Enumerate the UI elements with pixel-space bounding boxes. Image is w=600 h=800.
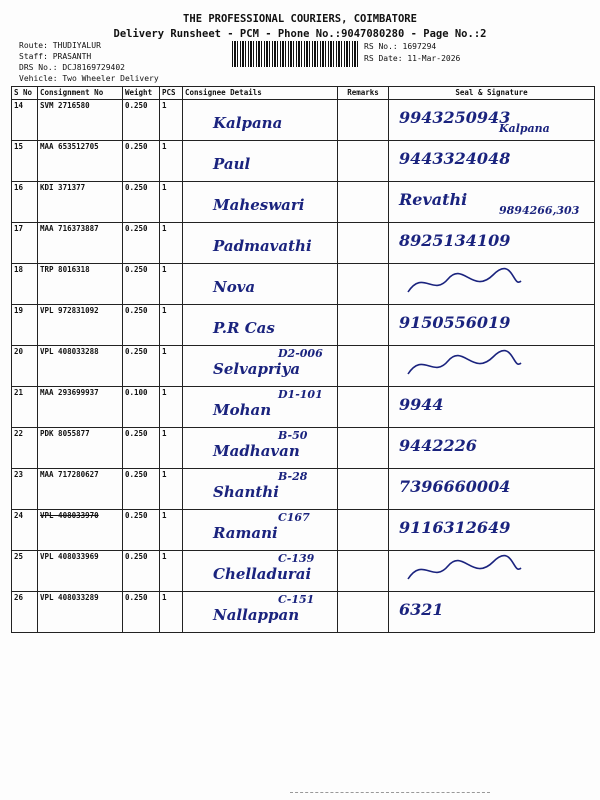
row-signature-cell (389, 387, 595, 428)
row-sno: 18 (12, 264, 38, 305)
col-consignee: Consignee Details (183, 87, 338, 100)
consignee-handwriting: Maheswari (213, 196, 305, 214)
row-consignee-cell (183, 551, 338, 592)
row-consignee-cell (183, 264, 338, 305)
row-sno: 24 (12, 510, 38, 551)
table-row (12, 387, 595, 428)
row-consignment: VPL 408033289 (38, 592, 123, 633)
row-sno: 21 (12, 387, 38, 428)
consignee-note: D2-006 (278, 347, 323, 360)
row-consignee-cell (183, 510, 338, 551)
row-pcs: 1 (160, 305, 183, 346)
row-remarks (338, 264, 389, 305)
row-consignee-cell (183, 100, 338, 141)
row-consignee-cell (183, 141, 338, 182)
row-weight: 0.250 (123, 551, 160, 592)
row-sno: 22 (12, 428, 38, 469)
row-consignee-cell (183, 469, 338, 510)
row-consignee-cell (183, 182, 338, 223)
row-consignment: PDK 8055877 (38, 428, 123, 469)
signature-scribble (403, 349, 523, 383)
row-pcs: 1 (160, 428, 183, 469)
row-pcs: 1 (160, 551, 183, 592)
consignee-handwriting: Kalpana (213, 114, 283, 132)
row-consignment: SVM 2716580 (38, 100, 123, 141)
row-remarks (338, 223, 389, 264)
consignee-handwriting: Shanthi (213, 483, 279, 501)
row-remarks (338, 100, 389, 141)
row-remarks (338, 510, 389, 551)
consignee-handwriting: Nallappan (213, 606, 300, 624)
row-remarks (338, 305, 389, 346)
row-weight: 0.250 (123, 100, 160, 141)
signature-handwriting: 9442226 (399, 436, 477, 455)
table-row (12, 141, 595, 182)
row-sno: 17 (12, 223, 38, 264)
row-signature-cell (389, 141, 595, 182)
row-pcs: 1 (160, 510, 183, 551)
row-pcs: 1 (160, 141, 183, 182)
row-consignee-cell (183, 592, 338, 633)
table-row (12, 551, 595, 592)
row-signature-cell (389, 592, 595, 633)
row-signature-cell (389, 223, 595, 264)
consignee-note: C167 (278, 511, 310, 524)
row-remarks (338, 428, 389, 469)
table-row (12, 469, 595, 510)
row-signature-cell (389, 305, 595, 346)
consignee-handwriting: Chelladurai (213, 565, 312, 583)
row-remarks (338, 469, 389, 510)
consignee-note: C-151 (278, 593, 315, 606)
signature-handwriting: 6321 (399, 600, 444, 619)
vehicle-label: Vehicle: Two Wheeler Delivery (19, 74, 159, 83)
consignee-handwriting: Madhavan (213, 442, 300, 460)
signature-handwriting: 9116312649 (399, 518, 511, 537)
row-consignment: VPL 408033970 (38, 510, 123, 551)
row-remarks (338, 182, 389, 223)
table-row (12, 182, 595, 223)
signature-handwriting: 7396660004 (399, 477, 511, 496)
barcode (232, 41, 360, 67)
row-signature-cell (389, 346, 595, 387)
consignee-handwriting: Nova (213, 278, 256, 296)
row-signature-cell (389, 264, 595, 305)
row-pcs: 1 (160, 592, 183, 633)
consignee-handwriting: Selvapriya (213, 360, 301, 378)
row-consignment: VPL 408033969 (38, 551, 123, 592)
row-remarks (338, 592, 389, 633)
row-signature-cell (389, 182, 595, 223)
consignee-note: B-50 (278, 429, 308, 442)
row-sno: 26 (12, 592, 38, 633)
consignee-handwriting: Paul (213, 155, 251, 173)
row-consignment: MAA 293699937 (38, 387, 123, 428)
row-consignee-cell (183, 387, 338, 428)
row-signature-cell (389, 428, 595, 469)
table-row (12, 510, 595, 551)
consignee-handwriting: P.R Cas (213, 319, 275, 337)
row-weight: 0.250 (123, 346, 160, 387)
runsheet-table (11, 86, 595, 633)
signature-handwriting: Revathi (399, 190, 468, 209)
route-label: Route: THUDIYALUR (19, 41, 101, 50)
row-remarks (338, 387, 389, 428)
row-consignee-cell (183, 305, 338, 346)
row-weight: 0.250 (123, 469, 160, 510)
signature-handwriting: 9943250943 (399, 108, 511, 127)
row-weight: 0.250 (123, 510, 160, 551)
row-consignee-cell (183, 346, 338, 387)
signature-handwriting: 8925134109 (399, 231, 511, 250)
col-remarks: Remarks (338, 87, 389, 100)
table-row (12, 346, 595, 387)
row-weight: 0.250 (123, 141, 160, 182)
consignee-note: B-28 (278, 470, 308, 483)
row-consignment: MAA 653512705 (38, 141, 123, 182)
drs-label: DRS No.: DCJ8169729402 (19, 63, 125, 72)
signature-scribble (403, 267, 523, 301)
row-signature-cell (389, 510, 595, 551)
row-consignee-cell (183, 223, 338, 264)
row-weight: 0.250 (123, 592, 160, 633)
row-consignment: MAA 717280627 (38, 469, 123, 510)
row-consignment: TRP 8016318 (38, 264, 123, 305)
row-sno: 14 (12, 100, 38, 141)
col-signature: Seal & Signature (389, 87, 595, 100)
row-sno: 19 (12, 305, 38, 346)
row-signature-cell (389, 551, 595, 592)
col-consignment: Consignment No (38, 87, 123, 100)
table-header (12, 87, 595, 100)
row-pcs: 1 (160, 387, 183, 428)
row-signature-cell (389, 469, 595, 510)
consignee-handwriting: Ramani (213, 524, 278, 542)
table-row (12, 592, 595, 633)
table-row (12, 223, 595, 264)
signature-scribble (403, 554, 523, 588)
company-title: THE PROFESSIONAL COURIERS, COIMBATORE (183, 13, 417, 25)
row-pcs: 1 (160, 469, 183, 510)
row-sno: 25 (12, 551, 38, 592)
row-consignment: KDI 371377 (38, 182, 123, 223)
row-weight: 0.250 (123, 182, 160, 223)
table-row (12, 100, 595, 141)
row-pcs: 1 (160, 346, 183, 387)
table-row (12, 264, 595, 305)
row-sno: 20 (12, 346, 38, 387)
rs-number: RS No.: 1697294 (364, 42, 437, 51)
table-row (12, 428, 595, 469)
consignee-handwriting: Padmavathi (213, 237, 312, 255)
signature-extra-note: 9894266,303 (499, 204, 580, 217)
consignee-note: D1-101 (278, 388, 323, 401)
col-sno: S No (12, 87, 38, 100)
row-pcs: 1 (160, 264, 183, 305)
signature-handwriting: 9944 (399, 395, 444, 414)
row-weight: 0.250 (123, 428, 160, 469)
runsheet-subtitle: Delivery Runsheet - PCM - Phone No.:9047080280 - Page No.:2 (113, 28, 487, 40)
row-sno: 15 (12, 141, 38, 182)
row-pcs: 1 (160, 182, 183, 223)
rs-date: RS Date: 11-Mar-2026 (364, 54, 461, 63)
signature-extra-note: Kalpana (499, 122, 550, 135)
row-consignment: MAA 716373887 (38, 223, 123, 264)
row-sno: 23 (12, 469, 38, 510)
row-pcs: 1 (160, 100, 183, 141)
footer-divider (290, 792, 490, 799)
consignee-handwriting: Mohan (213, 401, 272, 419)
row-weight: 0.250 (123, 223, 160, 264)
row-remarks (338, 551, 389, 592)
row-remarks (338, 141, 389, 182)
col-weight: Weight (123, 87, 160, 100)
row-signature-cell (389, 100, 595, 141)
row-consignment: VPL 972831092 (38, 305, 123, 346)
row-weight: 0.250 (123, 305, 160, 346)
col-pcs: PCS (160, 87, 183, 100)
signature-handwriting: 9150556019 (399, 313, 511, 332)
row-consignee-cell (183, 428, 338, 469)
row-remarks (338, 346, 389, 387)
consignee-note: C-139 (278, 552, 315, 565)
table-row (12, 305, 595, 346)
row-sno: 16 (12, 182, 38, 223)
row-pcs: 1 (160, 223, 183, 264)
row-weight: 0.100 (123, 387, 160, 428)
row-consignment: VPL 408033288 (38, 346, 123, 387)
signature-handwriting: 9443324048 (399, 149, 511, 168)
staff-label: Staff: PRASANTH (19, 52, 92, 61)
row-weight: 0.250 (123, 264, 160, 305)
